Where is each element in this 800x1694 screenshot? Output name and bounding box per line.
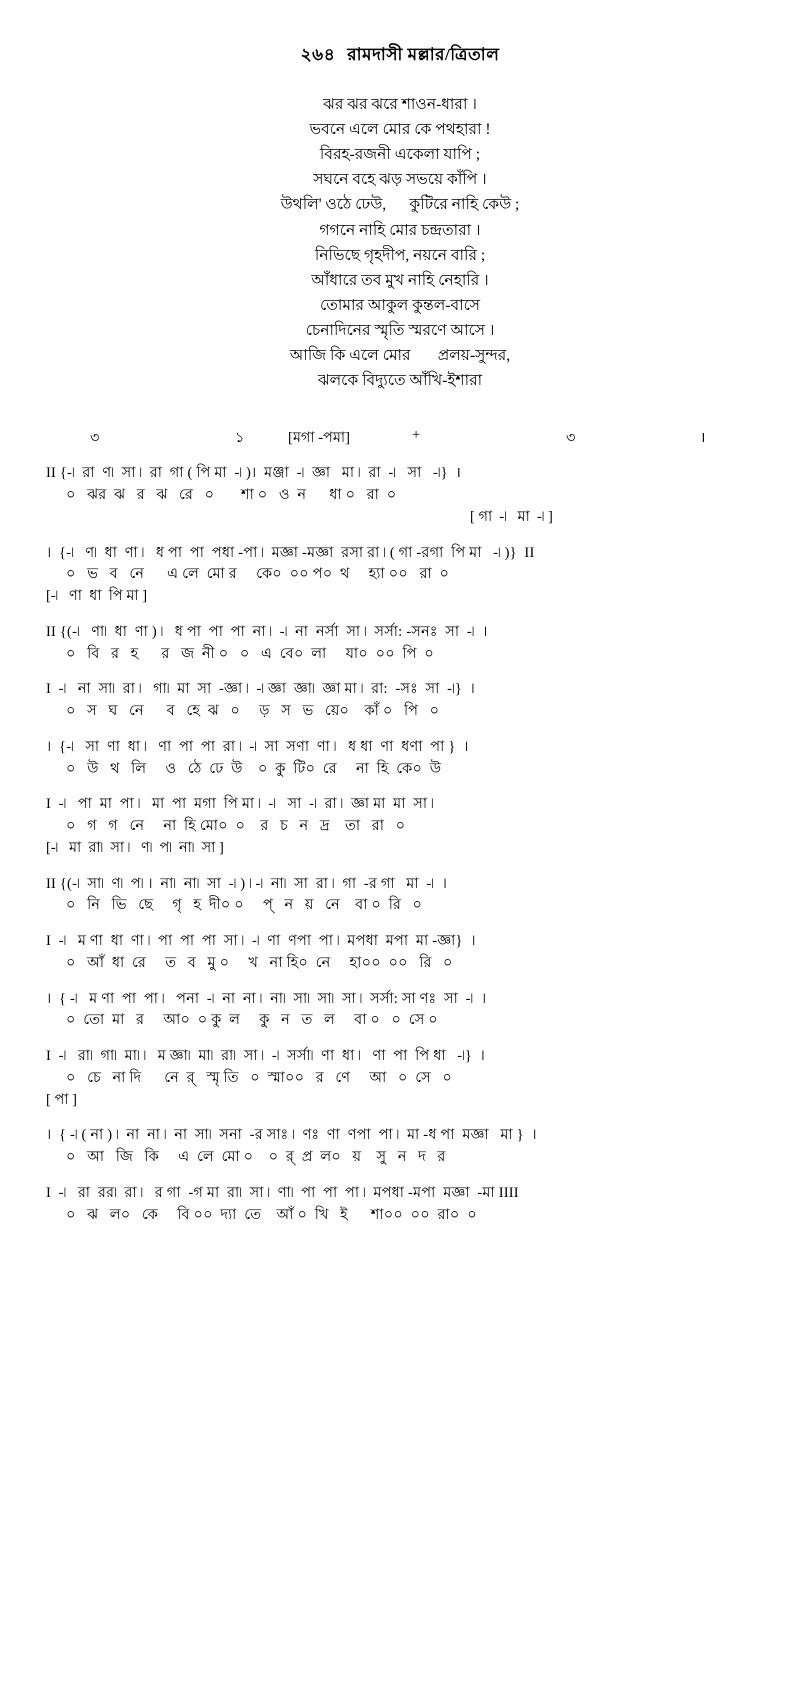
sargam-aside: [-৷ মা রা৷ সা ৷ ণ৷ প৷ না৷ সা ] (46, 839, 224, 856)
notation-block (0, 427, 800, 1226)
lyric-syllable-row: ০ উ থ লি ও ঠে ঢে উ ০ কু টি০ রে না হি কে০ উ (66, 760, 442, 777)
sargam-row: I -৷ ম ণা ধা ণা ৷ পা পা পা সা ৷ -৷ ণা ণপা পা ৷ মপধা মপা মা -জ্ঞা} । (46, 933, 476, 950)
lyric-line: বিরহ-রজনী একেলা যাপি ; (319, 146, 481, 164)
lyric-line: তোমার আকুল কুন্তল-বাসে (319, 296, 481, 314)
sargam-row: II {(-৷ সা৷ ণ৷ প৷ । না৷ না৷ সা -৷ ) ৷ -৷ না৷ সা রা ৷ গা -র গা মা -৷ । (46, 875, 448, 892)
lyric-line: ঝলকে বিদ্যুতে আঁখি-ইশারা (317, 372, 483, 390)
sargam-row: । {-৷ সা ণা ধা ৷ ণা পা পা রা ৷ -৷ সা সণা ণা ৷ ধ ধা ণা ধণা পা } । (46, 738, 469, 755)
lyric-syllable-row: ০ চে না দি নে র্ স্মৃ তি ০ স্মা০০ র ণে আ ০ সে ০ (66, 1069, 453, 1086)
sargam-row: I -৷ রা রর৷ রা ৷ র গা -গ মা রা৷ সা ৷ ণা৷ পা পা পা ৷ মপধা -মপা মজ্ঞা -মা IIII (46, 1184, 519, 1201)
sargam-row: । { -৷ ম ণা পা পা ৷ পনা -৷ না না ৷ না৷ সা৷ সা৷ সা ৷ সর্সা: সা ণঃ সা -৷ । (46, 990, 487, 1007)
notation-stanza (0, 463, 800, 528)
sargam-row: II {(-৷ ণা৷ ধা ণা ) ৷ ধ পা পা পা না ৷ -৷ না নর্সা সা ৷ সর্সা: -সনঃ সা -৷ । (46, 623, 488, 640)
notation-stanza (0, 931, 800, 975)
lyric-line: গগনে নাহি মোর চন্দ্রতারা । (319, 221, 481, 239)
lyric-syllable-row: ০ ঝ ল০ কে বি ০০ দ্যা তে আঁ ০ খি ই শা০০ ০০ রা০ ০ (66, 1206, 477, 1223)
sargam-aside: [ পা ] (46, 1091, 77, 1108)
song-header (0, 42, 800, 70)
notation-stanza (0, 1183, 800, 1227)
lyric-line: নিভিছে গৃহদীপ, নয়নে বারি ; (314, 246, 486, 264)
lyric-line: ভবনে এলে মোর কে পথহারা ! (309, 121, 491, 139)
notation-stanza (0, 989, 800, 1033)
notation-stanza (0, 737, 800, 781)
notation-stanza (0, 622, 800, 666)
notation-stanza (0, 874, 800, 918)
notation-stanza (0, 794, 800, 859)
tala-marker: ১ (235, 430, 245, 447)
lyric-syllable-row: ০ ভ ব নে এ লে মো র কে০ ০০ প০ থ হ্যা ০০ রা ০ (66, 566, 450, 583)
lyric-line: উথলি' ওঠে ঢেউ, কুটিরে নাহি কেউ ; (280, 196, 520, 214)
lyric-syllable-row: ০ স ঘ নে ব হে ঝ ০ ড় স ভ য়ে০ কাঁ ০ পি ০ (66, 703, 440, 720)
lyric-syllable-row: ০ আঁ ধা রে ত ব মু ০ খ না হি০ নে হা০০ ০০ রি ০ (66, 954, 453, 971)
notation-stanza (0, 1046, 800, 1111)
sargam-row: I -৷ রা৷ গা৷ মা৷ ৷ ম জ্ঞা৷ মা৷ রা৷ সা ৷ -৷ সর্সা৷ ণা ধা ৷ ণা পা পি ধা -৷} । (46, 1048, 486, 1065)
tala-marker: । (700, 430, 706, 447)
tala-marker: + (412, 427, 421, 444)
lyrics-block (0, 92, 800, 393)
lyric-syllable-row: ০ গ গ নে না হি মো০ ০ র চ ন দ্র তা রা ০ (66, 818, 406, 835)
lyric-line: আজি কি এলে মোর প্রলয়-সুন্দর, (289, 347, 511, 365)
lyric-syllable-row: ০ বি র হ র জ নী ০ ০ এ বে০ লা যা০ ০০ পি ০ (66, 645, 434, 662)
sargam-aside: [-৷ ণা ধা পি মা ] (46, 588, 148, 605)
lyric-line: চেনাদিনের স্মৃতি স্মরণে আসে । (305, 321, 495, 339)
lyric-syllable-row: ০ আ জি কি এ লে মো ০ ০ র্ প্র ল০ য় সু ন দ র (66, 1149, 446, 1166)
sargam-row: । {-৷ ণ৷ ধা ণা ৷ ধ পা পা পধা -পা ৷ মজ্ঞা -মজ্ঞা রসা রা ৷ ( গা -রগা পি মা -৷ )} II (46, 544, 535, 561)
tala-marker-row (0, 427, 800, 453)
sargam-row: । { -৷ ( না ) ৷ না না ৷ না সা৷ সনা -র সাঃ ৷ ণঃ ণা ণপা পা ৷ মা -ধ পা মজ্ঞা মা } । (46, 1127, 537, 1144)
sargam-row: II {-৷ রা ণ৷ সা ৷ রা গা ( পি মা -৷ )। মঞ্জা -৷ জ্ঞা মা ৷ রা -৷ সা -৷} । (46, 465, 462, 482)
sargam-row: I -৷ না সা৷ রা ৷ গা৷ মা সা -জ্ঞা ৷ -৷ জ্ঞা জ্ঞা৷ জ্ঞা মা ৷ রা: -সঃ সা -৷} । (46, 681, 476, 698)
notation-stanza (0, 543, 800, 608)
lyric-line: সঘনে বহে ঝড় সভয়ে কাঁপি । (313, 171, 487, 189)
notation-stanza (0, 679, 800, 723)
lyric-line: ঝর ঝর ঝরে শাওন-ধারা । (323, 96, 477, 113)
notation-stanza (0, 1125, 800, 1169)
raga-tala-label: রামদাসী মল্লার/ত্রিতাল (347, 45, 500, 64)
tala-marker: ৩ (90, 430, 100, 447)
notation-page (0, 42, 800, 1694)
sargam-row: I -৷ পা মা পা ৷ মা পা মগা পি মা ৷ -৷ সা -৷ রা ৷ জ্ঞা মা মা সা ৷ (46, 796, 434, 813)
tala-marker: [মগা -পমা] (288, 430, 350, 447)
lyric-syllable-row: ০ নি ভি ছে গৃ হ দী০ ০ প্ ন য় নে বা ০ রি ০ (66, 897, 423, 914)
lyric-syllable-row: ০ তো মা র আ০ ০ কু ল কু ন ত ল বা ০ ০ সে ০ (66, 1012, 438, 1029)
lyric-syllable-row: ০ ঝর ঝ র ঝ রে ০ শা ০ ও ন ধা ০ রা ০ (66, 487, 397, 504)
sargam-aside: [ গা -৷ মা -৷ ] (470, 508, 553, 525)
tala-marker: ৩ (566, 430, 576, 447)
lyric-line: আঁধারে তব মুখ নাহি নেহারি । (311, 271, 489, 289)
song-number: ২৬৪ (300, 45, 336, 64)
